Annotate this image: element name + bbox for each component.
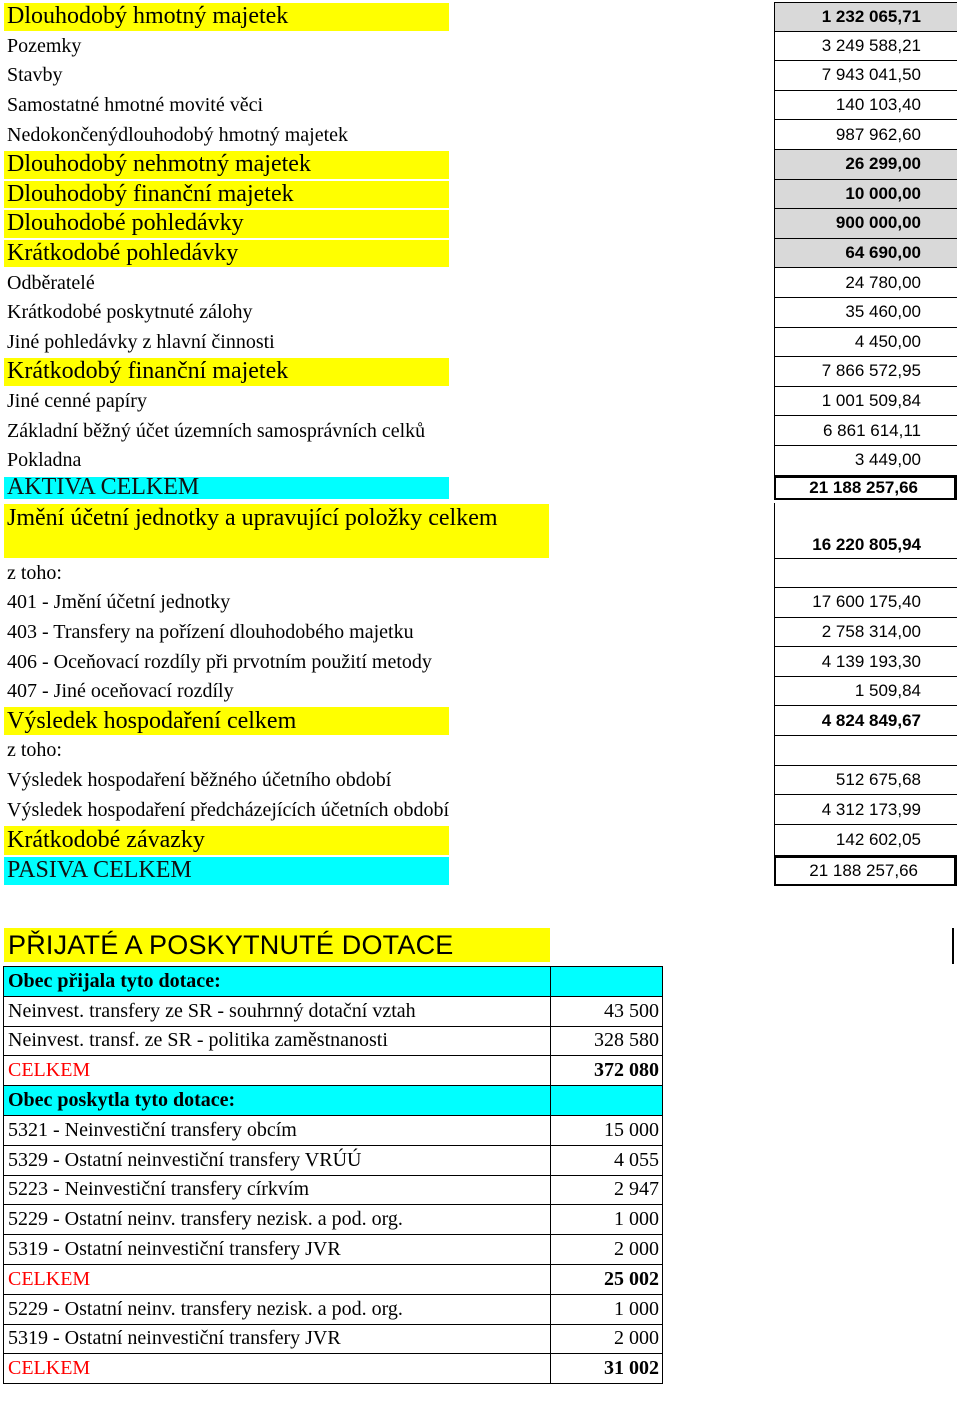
row-label: Stavby bbox=[7, 64, 63, 87]
divider bbox=[952, 928, 954, 964]
row-name: 5319 - Ostatní neinvestiční transfery JVR bbox=[4, 1235, 551, 1265]
balance-row bbox=[4, 268, 957, 298]
row-name: 5229 - Ostatní neinv. transfery nezisk. a pod. org. bbox=[4, 1294, 551, 1324]
row-label: Krátkodobé poskytnuté zálohy bbox=[7, 301, 253, 324]
table-row bbox=[4, 1324, 663, 1354]
row-value: 4 139 193,30 bbox=[774, 647, 957, 677]
row-value: 140 103,40 bbox=[774, 91, 957, 121]
row-name: 5319 - Ostatní neinvestiční transfery JVR bbox=[4, 1324, 551, 1354]
row-label: Jmění účetní jednotky a upravující položky celkem bbox=[7, 504, 498, 531]
row-value: 6 861 614,11 bbox=[774, 416, 957, 446]
row-name: 5329 - Ostatní neinvestiční transfery VRÚÚ bbox=[4, 1145, 551, 1175]
row-name: CELKEM bbox=[4, 1354, 551, 1384]
table-row bbox=[4, 1115, 663, 1145]
balance-row bbox=[4, 647, 957, 677]
row-name: CELKEM bbox=[4, 1264, 551, 1294]
balance-table bbox=[4, 2, 957, 886]
total-row bbox=[4, 1354, 663, 1384]
row-value bbox=[774, 736, 957, 766]
table-row bbox=[4, 1175, 663, 1205]
row-label: 401 - Jmění účetní jednotky bbox=[7, 591, 231, 614]
row-label: Jiné pohledávky z hlavní činnosti bbox=[7, 330, 275, 353]
row-value: 35 460,00 bbox=[774, 298, 957, 328]
row-value: 4 824 849,67 bbox=[774, 706, 957, 736]
row-value: 4 450,00 bbox=[774, 328, 957, 358]
row-label: Dlouhodobý hmotný majetek bbox=[7, 3, 289, 30]
row-amount: 2 000 bbox=[551, 1235, 663, 1265]
section-header-row bbox=[4, 967, 663, 997]
row-label: Pozemky bbox=[7, 34, 82, 57]
row-value: 1 232 065,71 bbox=[774, 2, 957, 32]
grants-table bbox=[3, 966, 663, 1384]
row-value: 17 600 175,40 bbox=[774, 588, 957, 618]
balance-row bbox=[4, 298, 957, 328]
section-header-row bbox=[4, 1086, 663, 1116]
row-amount: 15 000 bbox=[551, 1115, 663, 1145]
row-amount: 43 500 bbox=[551, 996, 663, 1026]
row-label: Základní běžný účet územních samosprávních celků bbox=[7, 419, 426, 442]
row-value: 26 299,00 bbox=[774, 150, 957, 180]
row-name: Neinvest. transfery ze SR - souhrnný dotační vztah bbox=[4, 996, 551, 1026]
row-label: Výsledek hospodaření předcházejících účetních období bbox=[7, 798, 450, 821]
balance-row bbox=[4, 2, 957, 32]
balance-row bbox=[4, 357, 957, 387]
row-value: 10 000,00 bbox=[774, 180, 957, 210]
row-label: 407 - Jiné oceňovací rozdíly bbox=[7, 680, 234, 703]
row-value bbox=[774, 559, 957, 589]
row-amount: 2 000 bbox=[551, 1324, 663, 1354]
row-name: 5229 - Ostatní neinv. transfery nezisk. a pod. org. bbox=[4, 1205, 551, 1235]
row-value: 987 962,60 bbox=[774, 120, 957, 150]
balance-row bbox=[4, 120, 957, 150]
row-amount: 31 002 bbox=[551, 1354, 663, 1384]
row-value: 21 188 257,66 bbox=[774, 856, 957, 886]
balance-row bbox=[4, 387, 957, 417]
table-row bbox=[4, 1205, 663, 1235]
row-label: 406 - Oceňovací rozdíly při prvotním použití metody bbox=[7, 650, 432, 673]
row-label: Dlouhodobý nehmotný majetek bbox=[7, 151, 311, 178]
balance-row bbox=[4, 503, 957, 559]
row-label: Krátkodobé pohledávky bbox=[7, 240, 239, 267]
row-value: 142 602,05 bbox=[774, 825, 957, 856]
row-name: 5321 - Neinvestiční transfery obcím bbox=[4, 1115, 551, 1145]
row-value: 64 690,00 bbox=[774, 239, 957, 269]
row-amount: 372 080 bbox=[551, 1056, 663, 1086]
row-value: 24 780,00 bbox=[774, 268, 957, 298]
row-name: Neinvest. transf. ze SR - politika zaměstnanosti bbox=[4, 1026, 551, 1056]
row-value: 1 001 509,84 bbox=[774, 387, 957, 417]
row-label: PASIVA CELKEM bbox=[7, 857, 192, 884]
table-row bbox=[4, 1294, 663, 1324]
balance-row bbox=[4, 618, 957, 648]
row-value: 1 509,84 bbox=[774, 677, 957, 707]
balance-row bbox=[4, 328, 957, 358]
row-value: 3 249 588,21 bbox=[774, 32, 957, 62]
total-row bbox=[4, 1264, 663, 1294]
row-label: Dlouhodobý finanční majetek bbox=[7, 180, 294, 207]
balance-row bbox=[4, 588, 957, 618]
row-amount bbox=[551, 1086, 663, 1116]
balance-row bbox=[4, 766, 957, 796]
row-label: Dlouhodobé pohledávky bbox=[7, 210, 244, 237]
balance-row bbox=[4, 736, 957, 766]
balance-row bbox=[4, 446, 957, 476]
row-label: Pokladna bbox=[7, 449, 82, 472]
table-row bbox=[4, 1235, 663, 1265]
row-label: Krátkodobé závazky bbox=[7, 826, 205, 853]
table-row bbox=[4, 996, 663, 1026]
row-label: 403 - Transfery na pořízení dlouhodobého majetku bbox=[7, 620, 414, 643]
row-name: Obec poskytla tyto dotace: bbox=[4, 1086, 551, 1116]
row-name: Obec přijala tyto dotace: bbox=[4, 967, 551, 997]
row-name: 5223 - Neinvestiční transfery církvím bbox=[4, 1175, 551, 1205]
row-label: z toho: bbox=[7, 739, 62, 762]
total-row bbox=[4, 1056, 663, 1086]
row-label: Odběratelé bbox=[7, 271, 95, 294]
row-amount: 4 055 bbox=[551, 1145, 663, 1175]
balance-total-row bbox=[4, 476, 957, 500]
balance-row bbox=[4, 677, 957, 707]
balance-row bbox=[4, 32, 957, 62]
row-label: Samostatné hmotné movité věci bbox=[7, 94, 264, 117]
row-value: 3 449,00 bbox=[774, 446, 957, 476]
row-value: 7 866 572,95 bbox=[774, 357, 957, 387]
row-value: 16 220 805,94 bbox=[774, 503, 957, 559]
row-amount: 1 000 bbox=[551, 1294, 663, 1324]
balance-row bbox=[4, 61, 957, 91]
balance-row bbox=[4, 239, 957, 269]
row-value: 900 000,00 bbox=[774, 209, 957, 239]
row-value: 4 312 173,99 bbox=[774, 795, 957, 825]
row-label: Výsledek hospodaření celkem bbox=[7, 707, 297, 734]
balance-row bbox=[4, 416, 957, 446]
row-value: 2 758 314,00 bbox=[774, 618, 957, 648]
row-value: 7 943 041,50 bbox=[774, 61, 957, 91]
row-value: 21 188 257,66 bbox=[774, 476, 957, 500]
row-label: Krátkodobý finanční majetek bbox=[7, 358, 289, 385]
row-label: AKTIVA CELKEM bbox=[7, 474, 200, 500]
row-amount: 2 947 bbox=[551, 1175, 663, 1205]
balance-row bbox=[4, 180, 957, 210]
row-amount: 1 000 bbox=[551, 1205, 663, 1235]
balance-row bbox=[4, 706, 957, 736]
grants-title: PŘIJATÉ A POSKYTNUTÉ DOTACE bbox=[4, 928, 550, 962]
row-label: Nedokončenýdlouhodobý hmotný majetek bbox=[7, 123, 349, 146]
row-amount: 25 002 bbox=[551, 1264, 663, 1294]
balance-row bbox=[4, 209, 957, 239]
table-row bbox=[4, 1026, 663, 1056]
row-amount: 328 580 bbox=[551, 1026, 663, 1056]
balance-row bbox=[4, 825, 957, 856]
balance-row bbox=[4, 559, 957, 589]
balance-total-row bbox=[4, 856, 957, 886]
balance-row bbox=[4, 91, 957, 121]
row-label: Výsledek hospodaření běžného účetního období bbox=[7, 768, 392, 791]
row-value: 512 675,68 bbox=[774, 766, 957, 796]
row-name: CELKEM bbox=[4, 1056, 551, 1086]
row-label: z toho: bbox=[7, 561, 62, 584]
balance-row bbox=[4, 795, 957, 825]
row-label: Jiné cenné papíry bbox=[7, 390, 147, 413]
balance-row bbox=[4, 150, 957, 180]
table-row bbox=[4, 1145, 663, 1175]
row-amount bbox=[551, 967, 663, 997]
